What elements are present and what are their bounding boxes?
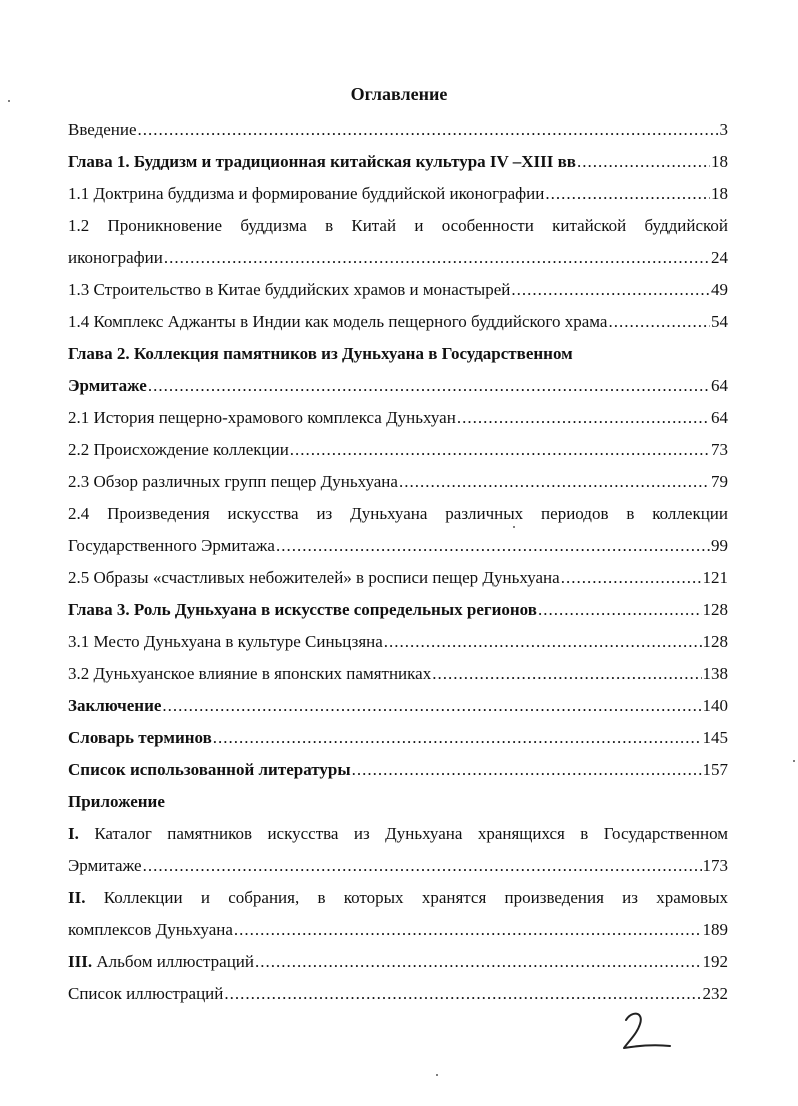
toc-entry-label: 2.2 Происхождение коллекции	[68, 440, 289, 459]
dot-leader	[162, 690, 701, 722]
toc-entry-1-1[interactable]	[68, 178, 728, 210]
dot-leader	[224, 978, 701, 1010]
dot-leader	[384, 626, 702, 658]
toc-page-number: 128	[702, 600, 728, 619]
toc-entry-introduction[interactable]	[68, 114, 728, 146]
toc-entry-conclusion[interactable]	[68, 690, 728, 722]
dot-leader	[577, 146, 710, 178]
toc-list-of-illustrations[interactable]	[68, 978, 728, 1010]
appendix-numeral: II.	[68, 888, 86, 907]
toc-entry-2-4[interactable]	[68, 530, 728, 562]
toc-page-number: 173	[702, 856, 728, 875]
toc-entry-3-1[interactable]	[68, 626, 728, 658]
table-of-contents	[68, 114, 728, 1010]
dot-leader	[545, 178, 710, 210]
toc-page-number: 189	[702, 920, 728, 939]
toc-entry-label: комплексов Дуньхуана	[68, 920, 233, 939]
toc-entry-label: 2.1 История пещерно-храмового комплекса Дуньхуан	[68, 408, 456, 427]
toc-entry-label: 3.2 Дуньхуанское влияние в японских памятниках	[68, 664, 432, 683]
toc-page-number: 18	[711, 184, 728, 203]
toc-entry-label: Введение	[68, 120, 137, 139]
appendix-numeral: I.	[68, 824, 79, 843]
appendix-numeral: III.	[68, 952, 93, 971]
dot-leader	[457, 402, 710, 434]
toc-entry-label: 2.3 Обзор различных групп пещер Дуньхуана	[68, 472, 398, 491]
toc-entry-label: Эрмитаже	[68, 856, 142, 875]
toc-appendix-2[interactable]	[68, 914, 728, 946]
handwritten-page-number	[618, 1008, 678, 1058]
dot-leader	[432, 658, 701, 690]
toc-entry-2-1[interactable]	[68, 402, 728, 434]
toc-entry-2-4-line1[interactable]: 2.4 Произведения искусства из Дуньхуана различных периодов в коллекции	[68, 504, 728, 523]
toc-entry-label: 2.5 Образы «счастливых небожителей» в росписи пещер Дуньхуана	[68, 568, 560, 587]
toc-entry-label: Коллекции и собрания, в которых хранятся произведения из храмовых	[103, 888, 728, 907]
toc-page-number: 24	[711, 248, 728, 267]
scan-speck	[8, 100, 10, 102]
toc-page-number: 128	[702, 632, 728, 651]
toc-entry-label: Государственного Эрмитажа	[68, 536, 275, 555]
toc-page-number: 18	[711, 152, 728, 171]
toc-entry-label: Глава 1. Буддизм и традиционная китайская культура IV –XIII вв	[68, 152, 576, 171]
toc-entry-label: Каталог памятников искусства из Дуньхуана хранящихся в Государственном	[94, 824, 729, 843]
toc-entry-1-3[interactable]	[68, 274, 728, 306]
toc-entry-chapter-2-line1[interactable]: Глава 2. Коллекция памятников из Дуньхуана в Государственном	[68, 344, 573, 363]
dot-leader	[538, 594, 702, 626]
toc-appendix-3[interactable]	[68, 946, 728, 978]
toc-entry-2-3[interactable]	[68, 466, 728, 498]
toc-entry-chapter-1[interactable]	[68, 146, 728, 178]
dot-leader	[511, 274, 710, 306]
toc-entry-label-text: Альбом иллюстраций	[96, 952, 254, 971]
toc-page-number: 121	[702, 568, 728, 587]
toc-page-number: 49	[711, 280, 728, 299]
dot-leader	[399, 466, 710, 498]
toc-appendix-2-line1[interactable]	[68, 882, 728, 914]
toc-page-number: 192	[702, 952, 728, 971]
dot-leader	[255, 946, 702, 978]
toc-page-number: 145	[702, 728, 728, 747]
dot-leader	[138, 114, 719, 146]
toc-page-number: 140	[702, 696, 728, 715]
toc-page-number: 64	[711, 376, 728, 395]
toc-entry-label: Эрмитаже	[68, 376, 147, 395]
toc-appendix-1[interactable]	[68, 850, 728, 882]
dot-leader	[352, 754, 702, 786]
scan-speck	[793, 760, 795, 762]
toc-entry-label: Список иллюстраций	[68, 984, 224, 1003]
toc-page-number: 232	[702, 984, 728, 1003]
toc-page-number: 73	[711, 440, 728, 459]
scan-speck	[436, 1074, 438, 1076]
toc-page-number: 157	[702, 760, 728, 779]
dot-leader	[276, 530, 710, 562]
toc-entry-2-5[interactable]	[68, 562, 728, 594]
dot-leader	[213, 722, 702, 754]
toc-entry-label: 1.1 Доктрина буддизма и формирование буддийской иконографии	[68, 184, 545, 203]
toc-page-number: 64	[711, 408, 728, 427]
dot-leader	[148, 370, 710, 402]
toc-entry-chapter-2[interactable]	[68, 370, 728, 402]
toc-entry-1-2[interactable]	[68, 242, 728, 274]
toc-entry-label: Словарь терминов	[68, 728, 212, 747]
toc-entry-label: Глава 3. Роль Дуньхуана в искусстве сопредельных регионов	[68, 600, 537, 619]
toc-page-number: 3	[719, 120, 728, 139]
toc-appendix-1-line1[interactable]	[68, 818, 728, 850]
dot-leader	[608, 306, 710, 338]
page-title: Оглавление	[350, 84, 448, 104]
scan-speck	[513, 526, 515, 528]
toc-page-number: 99	[711, 536, 728, 555]
toc-entry-3-2[interactable]	[68, 658, 728, 690]
dot-leader	[234, 914, 702, 946]
dot-leader	[561, 562, 702, 594]
toc-entry-bibliography[interactable]	[68, 754, 728, 786]
toc-entry-label: 1.3 Строительство в Китае буддийских храмов и монастырей	[68, 280, 511, 299]
dot-leader	[290, 434, 710, 466]
toc-entry-label: 1.4 Комплекс Аджанты в Индии как модель пещерного буддийского храма	[68, 312, 608, 331]
toc-entry-1-2-line1[interactable]: 1.2 Проникновение буддизма в Китай и особенности китайской буддийской	[68, 216, 728, 235]
dot-leader	[143, 850, 702, 882]
toc-appendix-heading: Приложение	[68, 792, 165, 811]
toc-entry-label: 3.1 Место Дуньхуана в культуре Синьцзяна	[68, 632, 383, 651]
toc-entry-label: иконографии	[68, 248, 163, 267]
toc-entry-2-2[interactable]	[68, 434, 728, 466]
dot-leader	[164, 242, 710, 274]
toc-entry-glossary[interactable]	[68, 722, 728, 754]
toc-entry-1-4[interactable]	[68, 306, 728, 338]
toc-entry-chapter-3[interactable]	[68, 594, 728, 626]
toc-page-number: 138	[702, 664, 728, 683]
toc-entry-label: Заключение	[68, 696, 162, 715]
toc-page-number: 54	[711, 312, 728, 331]
toc-entry-label: Список использованной литературы	[68, 760, 351, 779]
toc-entry-label	[68, 946, 254, 978]
toc-page-number: 79	[711, 472, 728, 491]
